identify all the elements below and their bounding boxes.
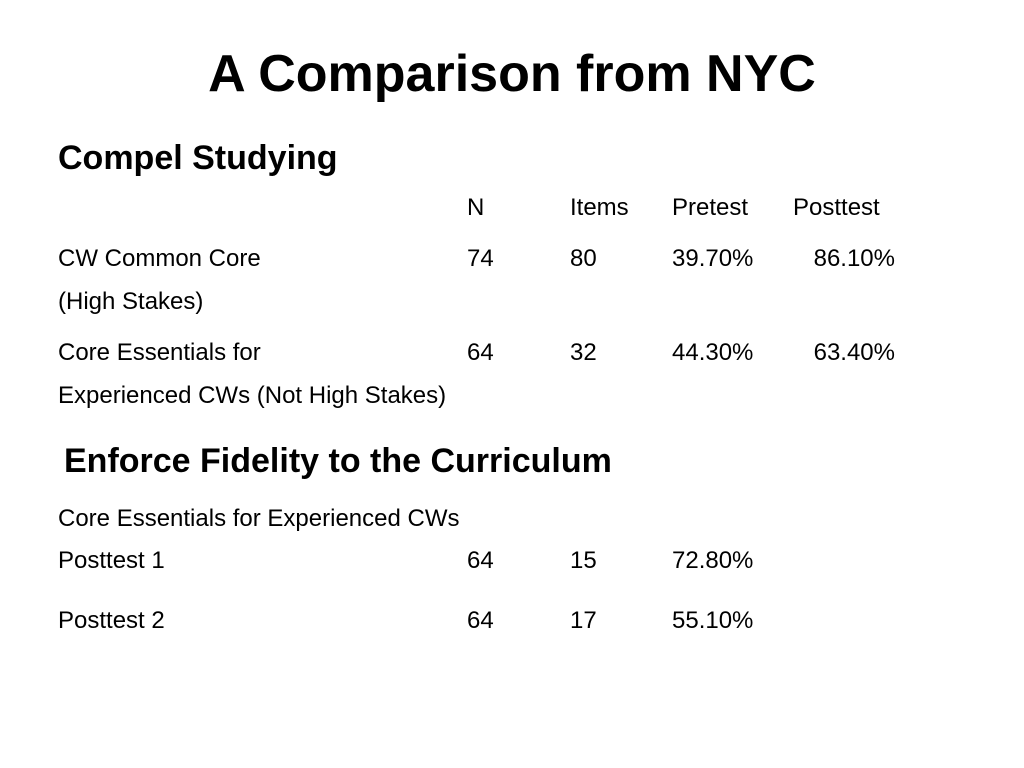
section-subheading: Core Essentials for Experienced CWs [58, 505, 460, 532]
row-label-subtitle: Experienced CWs (Not High Stakes) [58, 382, 447, 409]
cell-items: 17 [570, 607, 597, 634]
column-header-pretest: Pretest [672, 194, 749, 221]
cell-n: 74 [467, 245, 494, 272]
column-header-items: Items [570, 194, 629, 221]
cell-n: 64 [467, 607, 494, 634]
row-label: Posttest 2 [58, 607, 165, 634]
slide-title: A Comparison from NYC [208, 45, 816, 103]
row-label: Posttest 1 [58, 547, 165, 574]
cell-score: 72.80% [672, 547, 754, 574]
cell-score: 55.10% [672, 607, 754, 634]
cell-posttest: 86.10% [813, 245, 895, 272]
cell-pretest: 44.30% [672, 339, 754, 366]
section-heading-enforce-fidelity: Enforce Fidelity to the Curriculum [64, 442, 612, 480]
column-header-posttest: Posttest [793, 194, 880, 221]
cell-n: 64 [467, 547, 494, 574]
row-label: CW Common Core [58, 245, 261, 272]
section-heading-compel-studying: Compel Studying [58, 139, 338, 177]
cell-pretest: 39.70% [672, 245, 754, 272]
cell-items: 80 [570, 245, 597, 272]
cell-items: 32 [570, 339, 597, 366]
row-label: Core Essentials for [58, 339, 261, 366]
row-label-subtitle: (High Stakes) [58, 288, 204, 315]
cell-items: 15 [570, 547, 597, 574]
cell-posttest: 63.40% [813, 339, 895, 366]
cell-n: 64 [467, 339, 494, 366]
column-header-n: N [467, 194, 485, 221]
